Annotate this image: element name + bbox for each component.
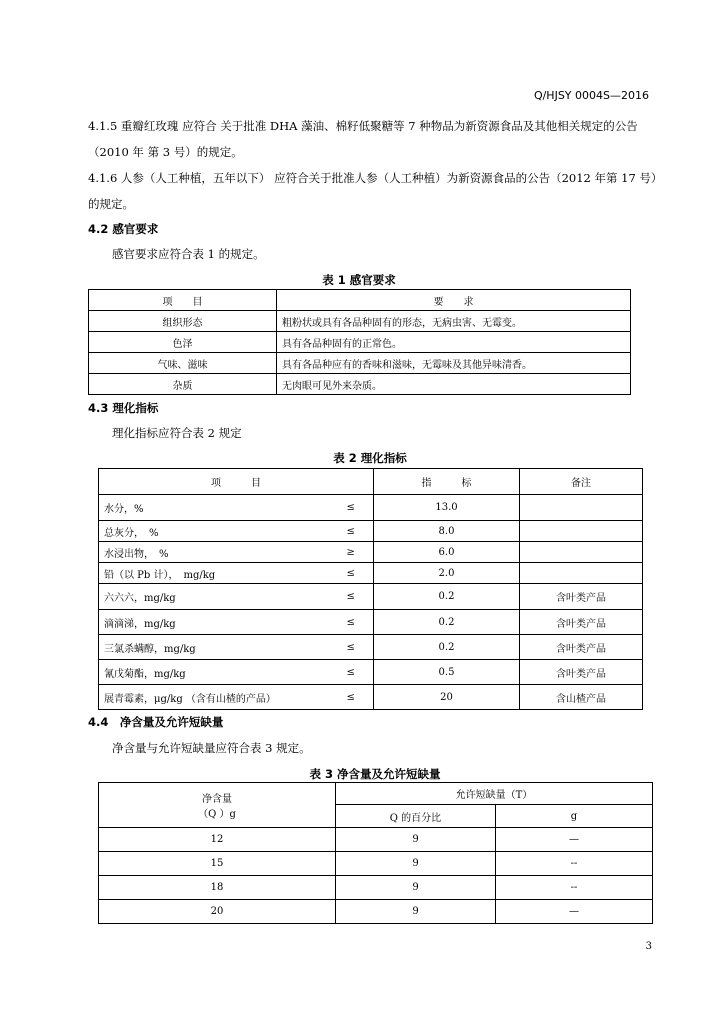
section-4-4-heading: 4.4 净含量及允许短缺量 bbox=[88, 715, 224, 729]
table-row bbox=[89, 311, 631, 332]
table2-item: 六六六，mg/kg bbox=[99, 584, 329, 610]
table2-item: 展青霉素，μg/kg （含有山楂的产品） bbox=[99, 685, 329, 710]
table3-header-net-label: 净含量 bbox=[202, 794, 232, 805]
table2-header-remark: 备注 bbox=[520, 469, 643, 495]
table1-header-item: 项 目 bbox=[89, 290, 277, 311]
table2-operator: ≤ bbox=[329, 584, 374, 610]
table2-value: 2.0 bbox=[374, 563, 520, 584]
table-row bbox=[99, 660, 643, 685]
table2-operator: ≤ bbox=[329, 610, 374, 635]
table2-value: 8.0 bbox=[374, 521, 520, 542]
table2-item: 滴滴涕，mg/kg bbox=[99, 610, 329, 635]
section-4-1-5: 4.1.5 重瓣红玫瑰 应符合 关于批准 DHA 藻油、棉籽低聚糖等 7 种物品为新资源食品及其他相关规定的公告（2010 年 第 3 号）的规定。 bbox=[88, 119, 638, 159]
table1-cell: 无肉眼可见外来杂质。 bbox=[277, 374, 631, 395]
table3-cell: 20 bbox=[99, 900, 336, 924]
table2-operator: ≤ bbox=[329, 660, 374, 685]
section-4-1-6: 4.1.6 人参（人工种植，五年以下） 应符合关于批准人参（人工种植）为新资源食品的公告（2012 年第 17 号）的规定。 bbox=[88, 171, 663, 211]
table3-header-allowance: 允许短缺量（T） bbox=[336, 783, 653, 805]
table-row bbox=[99, 828, 653, 852]
table-row bbox=[99, 563, 643, 584]
table2-operator: ≤ bbox=[329, 521, 374, 542]
section-4-3-text: 理化指标应符合表 2 规定 bbox=[112, 426, 242, 440]
table-row bbox=[89, 374, 631, 395]
table2-header-indicator: 指 标 bbox=[374, 469, 520, 495]
table2-header-item: 项 目 bbox=[99, 469, 374, 495]
table2-value: 0.5 bbox=[374, 660, 520, 685]
table2-item: 三氯杀螨醇，mg/kg bbox=[99, 635, 329, 660]
section-4-2-heading: 4.2 感官要求 bbox=[88, 222, 159, 236]
page-number: 3 bbox=[645, 941, 652, 952]
table-row bbox=[99, 542, 643, 563]
table3-caption: 表 3 净含量及允许短缺量 bbox=[309, 767, 441, 781]
table1-header-requirement: 要 求 bbox=[277, 290, 631, 311]
table2-remark: 含叶类产品 bbox=[520, 635, 643, 660]
table3-header-g: g bbox=[496, 805, 653, 828]
table2-item: 总灰分， % bbox=[99, 521, 329, 542]
table2-value: 6.0 bbox=[374, 542, 520, 563]
table-row bbox=[99, 495, 643, 521]
table2-value: 13.0 bbox=[374, 495, 520, 521]
table3-cell: 9 bbox=[336, 900, 496, 924]
table2-value: 0.2 bbox=[374, 610, 520, 635]
table3-header-net bbox=[99, 783, 336, 828]
table3-cell: 9 bbox=[336, 828, 496, 852]
table2-item: 氰戊菊酯，mg/kg bbox=[99, 660, 329, 685]
document-code: Q/HJSY 0004S—2016 bbox=[533, 89, 649, 102]
table3-cell: 9 bbox=[336, 876, 496, 900]
table-row bbox=[89, 353, 631, 374]
table2-item: 水分，% bbox=[99, 495, 329, 521]
table-row bbox=[99, 584, 643, 610]
table2-value: 0.2 bbox=[374, 584, 520, 610]
table2-remark: 含叶类产品 bbox=[520, 610, 643, 635]
table1-cell: 杂质 bbox=[89, 374, 277, 395]
table1-cell: 气味、滋味 bbox=[89, 353, 277, 374]
table2-remark: 含叶类产品 bbox=[520, 584, 643, 610]
table2-remark: 含山楂产品 bbox=[520, 685, 643, 710]
table1-cell: 具有各品种应有的香味和滋味，无霉味及其他异味清香。 bbox=[277, 353, 631, 374]
table3-header-percent: Q 的百分比 bbox=[336, 805, 496, 828]
table1-caption: 表 1 感官要求 bbox=[322, 273, 396, 287]
table1-cell: 色泽 bbox=[89, 332, 277, 353]
table-row bbox=[99, 610, 643, 635]
table1-sensory-requirements bbox=[88, 289, 631, 395]
table1-cell: 粗粉状或具有各品种固有的形态，无病虫害、无霉变。 bbox=[277, 311, 631, 332]
table2-operator: ≤ bbox=[329, 635, 374, 660]
table2-operator: ≤ bbox=[329, 685, 374, 710]
table3-cell: -- bbox=[496, 876, 653, 900]
table2-item: 水浸出物， % bbox=[99, 542, 329, 563]
section-4-4-text: 净含量与允许短缺量应符合表 3 规定。 bbox=[112, 741, 311, 755]
table2-remark bbox=[520, 495, 643, 521]
table-row bbox=[89, 332, 631, 353]
table-row bbox=[99, 521, 643, 542]
table3-cell: 12 bbox=[99, 828, 336, 852]
table2-remark: 含叶类产品 bbox=[520, 660, 643, 685]
table3-cell: — bbox=[496, 828, 653, 852]
table3-cell: 15 bbox=[99, 852, 336, 876]
table-row bbox=[99, 852, 653, 876]
table3-cell: 18 bbox=[99, 876, 336, 900]
table3-cell: -- bbox=[496, 852, 653, 876]
table2-operator: ≤ bbox=[329, 563, 374, 584]
table2-physicochemical-indicators bbox=[98, 468, 643, 710]
table-row bbox=[99, 876, 653, 900]
table-row bbox=[99, 685, 643, 710]
table-row bbox=[99, 900, 653, 924]
table3-header-net-unit: （Q ）g bbox=[198, 809, 236, 820]
table2-operator: ≥ bbox=[329, 542, 374, 563]
table3-net-content bbox=[98, 782, 653, 924]
table2-item: 铅（以 Pb 计）， mg/kg bbox=[99, 563, 329, 584]
table2-value: 20 bbox=[374, 685, 520, 710]
table-row bbox=[99, 635, 643, 660]
section-4-2-text: 感官要求应符合表 1 的规定。 bbox=[112, 247, 265, 261]
table2-operator: ≤ bbox=[329, 495, 374, 521]
table2-caption: 表 2 理化指标 bbox=[333, 451, 407, 465]
table1-cell: 具有各品种固有的正常色。 bbox=[277, 332, 631, 353]
section-4-3-heading: 4.3 理化指标 bbox=[88, 401, 159, 415]
table2-value: 0.2 bbox=[374, 635, 520, 660]
table3-cell: 9 bbox=[336, 852, 496, 876]
table2-remark bbox=[520, 542, 643, 563]
table2-remark bbox=[520, 563, 643, 584]
table3-cell: — bbox=[496, 900, 653, 924]
table1-cell: 组织形态 bbox=[89, 311, 277, 332]
table2-remark bbox=[520, 521, 643, 542]
